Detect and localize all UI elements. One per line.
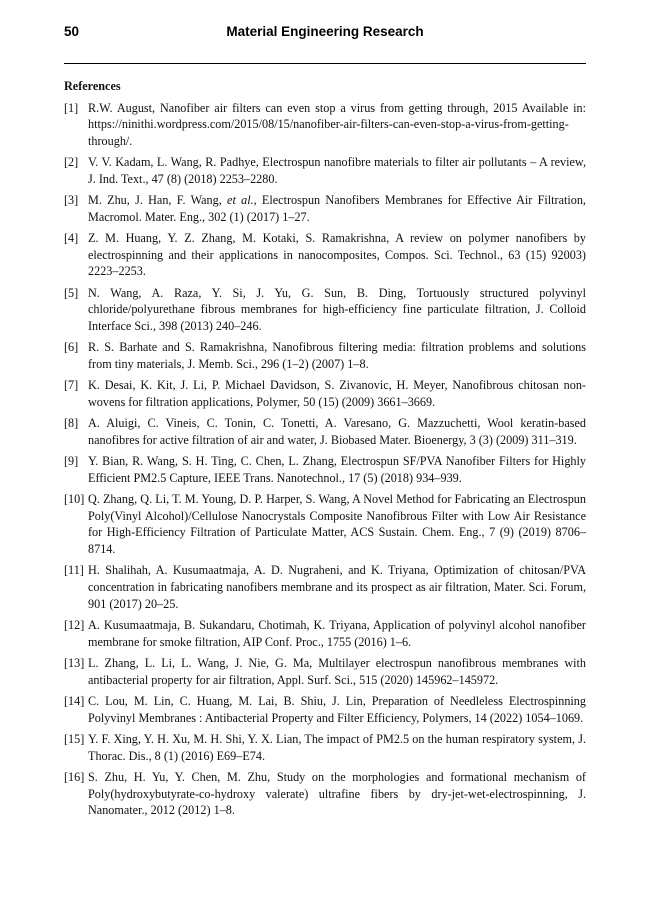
reference-number: [8] <box>64 416 79 431</box>
reference-item <box>64 491 586 557</box>
reference-text-part: , Electrospun Nanofibers Membranes for Effective Air Filtration, Macromol. Mater. Eng., 302 (1) (2017) 1–27. <box>88 193 586 224</box>
reference-text: K. Desai, K. Kit, J. Li, P. Michael Davidson, S. Zivanovic, H. Meyer, Nanofibrous chitosan non-wovens for filtration applications, Polymer, 50 (15) (2009) 3661–3669. <box>88 378 586 409</box>
reference-text-part: M. Zhu, J. Han, F. Wang, <box>88 193 228 208</box>
reference-text: H. Shalihah, A. Kusumaatmaja, A. D. Nugraheni, and K. Triyana, Optimization of chitosan/PVA concentration in fabricating nanofibers membrane and its prospect as air filtration, Mater. Sci. Forum, 901 (2017) 20–25. <box>88 563 586 611</box>
reference-text: R.W. August, Nanofiber air filters can even stop a virus from getting through, 2015 Available in: https://ninithi.wordpress.com/2015/08/15/nanofiber-air-filters-can-even-stop-a-virus-from-getting-through/. <box>88 100 586 148</box>
reference-item <box>64 617 586 650</box>
reference-text <box>88 192 586 225</box>
reference-number: [12] <box>64 617 85 632</box>
reference-number: [16] <box>64 769 85 784</box>
reference-number: [1] <box>64 100 79 115</box>
reference-number: [2] <box>64 155 79 170</box>
reference-text: L. Zhang, L. Li, L. Wang, J. Nie, G. Ma, Multilayer electrospun nanofibrous membranes with antibacterial property for air filtration, Appl. Surf. Sci., 515 (2020) 145962–145972. <box>88 655 586 687</box>
reference-number: [15] <box>64 731 85 746</box>
reference-item <box>64 377 586 410</box>
reference-item <box>64 731 586 764</box>
reference-item <box>64 693 586 726</box>
journal-title: Material Engineering Research <box>226 24 424 39</box>
reference-text: A. Kusumaatmaja, B. Sukandaru, Chotimah, K. Triyana, Application of polyvinyl alcohol nanofiber membrane for smoke filtration, AIP Conf. Proc., 1755 (2016) 1–6. <box>88 617 586 649</box>
reference-item <box>64 192 586 225</box>
reference-number: [11] <box>64 563 84 578</box>
reference-item <box>64 100 586 150</box>
references-heading: References <box>64 79 121 93</box>
references-section <box>64 78 586 824</box>
reference-text-italic: et al. <box>227 193 254 208</box>
reference-text: Z. M. Huang, Y. Z. Zhang, M. Kotaki, S. Ramakrishna, A review on polymer nanofibers by electrospinning and their applications in nanocomposites, Compos. Sci. Technol., 63 (15) 92003) 2223–2253. <box>88 231 586 279</box>
reference-text: R. S. Barhate and S. Ramakrishna, Nanofibrous filtering media: filtration problems and solutions from tiny materials, J. Memb. Sci., 296 (1–2) (2007) 1–8. <box>88 340 586 371</box>
reference-number: [4] <box>64 231 79 246</box>
reference-number: [7] <box>64 378 79 393</box>
reference-number: [6] <box>64 340 79 355</box>
reference-item <box>64 415 586 448</box>
reference-number: [5] <box>64 285 79 300</box>
reference-item <box>64 655 586 688</box>
reference-text: Q. Zhang, Q. Li, T. M. Young, D. P. Harper, S. Wang, A Novel Method for Fabricating an Electrospun Poly(Vinyl Alcohol)/Cellulose Nanocrystals Composite Nanofibrous Filter with Low Air Resistance for High-Efficiency Filtration of Particulate Matter, ACS Sustain. Chem. Eng., 7 (9) (2019) 8706–8714. <box>88 492 586 557</box>
reference-item <box>64 339 586 372</box>
reference-text: Y. F. Xing, Y. H. Xu, M. H. Shi, Y. X. Lian, The impact of PM2.5 on the human respiratory system, J. Thorac. Dis., 8 (1) (2016) E69–E74. <box>88 731 586 763</box>
reference-item <box>64 562 586 612</box>
reference-item <box>64 285 586 335</box>
reference-number: [10] <box>64 492 85 507</box>
page-number: 50 <box>64 24 80 39</box>
page-header <box>64 20 586 44</box>
reference-text: C. Lou, M. Lin, C. Huang, M. Lai, B. Shiu, J. Lin, Preparation of Needleless Electrospinning Polyvinyl Membranes : Antibacterial Property and Filter Efficiency, Polymers, 14 (2022) 1054–1069. <box>88 693 586 725</box>
reference-text: Y. Bian, R. Wang, S. H. Ting, C. Chen, L. Zhang, Electrospun SF/PVA Nanofiber Filters for Highly Efficient PM2.5 Capture, IEEE Trans. Nanotechnol., 17 (5) (2018) 934–939. <box>88 454 586 485</box>
reference-item <box>64 769 586 819</box>
reference-number: [14] <box>64 693 85 708</box>
reference-text: N. Wang, A. Raza, Y. Si, J. Yu, G. Sun, B. Ding, Tortuously structured polyvinyl chloride/polyurethane fibrous membranes for high-efficiency fine particulate filtration, J. Colloid Interface Sci., 398 (2013) 240–246. <box>88 285 586 333</box>
reference-number: [13] <box>64 655 85 670</box>
reference-item <box>64 230 586 280</box>
reference-number: [3] <box>64 193 79 208</box>
header-rule <box>64 63 586 64</box>
reference-item <box>64 453 586 486</box>
reference-text: S. Zhu, H. Yu, Y. Chen, M. Zhu, Study on the morphologies and formational mechanism of Poly(hydroxybutyrate-co-hydroxy valerate) ultrafine fibers by dry-jet-wet-electrospinning, J. Nanomater., 2012 (2012) 1–8. <box>88 769 586 818</box>
reference-text: A. Aluigi, C. Vineis, C. Tonin, C. Tonetti, A. Varesano, G. Mazzuchetti, Wool keratin-based nanofibres for active filtration of air and water, J. Biobased Mater. Bioenergy, 3 (3) (2009) 311–319. <box>88 416 586 447</box>
reference-item <box>64 154 586 187</box>
reference-text: V. V. Kadam, L. Wang, R. Padhye, Electrospun nanofibre materials to filter air pollutants – A review, J. Ind. Text., 47 (8) (2018) 2253–2280. <box>88 155 586 186</box>
reference-number: [9] <box>64 454 79 469</box>
